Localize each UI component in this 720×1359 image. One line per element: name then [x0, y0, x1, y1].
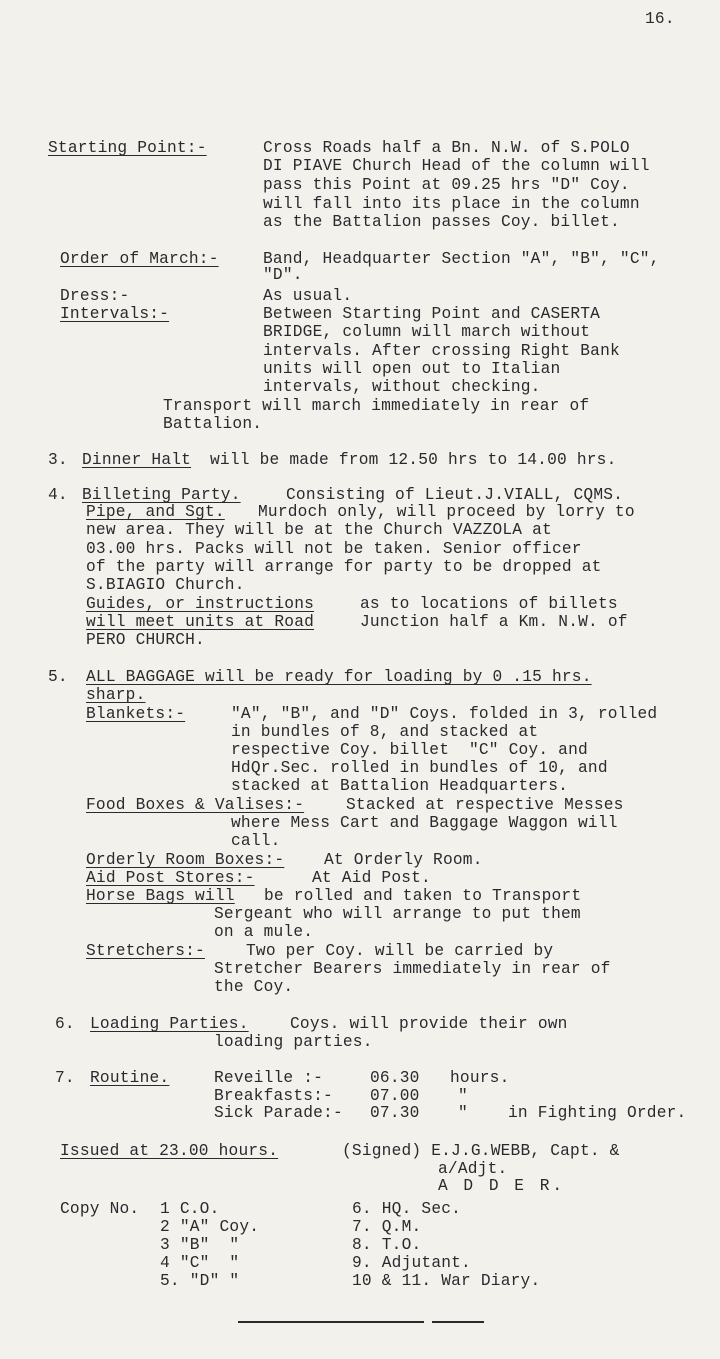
food-boxes-line: where Mess Cart and Baggage Waggon will	[231, 814, 618, 832]
routine-row-name: Reveille :-	[214, 1069, 324, 1087]
item6-number: 6.	[55, 1015, 75, 1033]
blankets-line: HdQr.Sec. rolled in bundles of 10, and	[231, 759, 608, 777]
billeting-party-text2: Murdoch only, will proceed by lorry to	[258, 503, 635, 521]
horse-bags-text: be rolled and taken to Transport	[264, 887, 582, 905]
horse-bags-label: Horse Bags will	[86, 887, 235, 905]
stretchers-text: Two per Coy. will be carried by	[246, 942, 554, 960]
routine-row-note: in Fighting Order.	[508, 1104, 687, 1122]
intervals-line: intervals. After crossing Right Bank	[263, 342, 620, 360]
routine-row-name: Sick Parade:-	[214, 1104, 343, 1122]
blankets-line: respective Coy. billet "C" Coy. and	[231, 741, 588, 759]
food-boxes-label: Food Boxes & Valises:-	[86, 796, 305, 814]
routine-row-unit: "	[458, 1087, 468, 1105]
copy-item: 10 & 11. War Diary.	[352, 1272, 541, 1290]
starting-point-line: DI PIAVE Church Head of the column will	[263, 157, 650, 175]
billeting-last: PERO CHURCH.	[86, 631, 205, 649]
transport-line: Transport will march immediately in rear of	[163, 397, 590, 415]
meet-text: Junction half a Km. N.W. of	[360, 613, 628, 631]
guides-text: as to locations of billets	[360, 595, 618, 613]
copy-label: Copy No.	[60, 1200, 140, 1218]
aid-post-text: At Aid Post.	[312, 869, 431, 887]
closing-rule	[238, 1321, 424, 1323]
copy-item: 2 "A" Coy.	[160, 1218, 260, 1236]
copy-item: 5. "D" "	[160, 1272, 240, 1290]
signed-unit: A D D E R.	[438, 1177, 566, 1195]
dinner-halt-text: will be made from 12.50 hrs to 14.00 hrs.	[210, 451, 617, 469]
page-number: 16.	[645, 10, 675, 28]
dress-text: As usual.	[263, 287, 353, 305]
item4-number: 4.	[48, 486, 68, 504]
intervals-line: intervals, without checking.	[263, 378, 541, 396]
billeting-party-text: Consisting of Lieut.J.VIALL, CQMS.	[286, 486, 624, 504]
guides-label: Guides, or instructions	[86, 595, 315, 613]
routine-row-name: Breakfasts:-	[214, 1087, 333, 1105]
starting-point-label: Starting Point:-	[48, 139, 207, 157]
starting-point-line: as the Battalion passes Coy. billet.	[263, 213, 620, 231]
dress-label: Dress:-	[60, 287, 130, 305]
routine-label: Routine.	[90, 1069, 170, 1087]
item5-number: 5.	[48, 668, 68, 686]
intervals-label: Intervals:-	[60, 305, 170, 323]
billeting-line: of the party will arrange for party to be dropped at	[86, 558, 602, 576]
meet-label: will meet units at Road	[86, 613, 315, 631]
starting-point-line: Cross Roads half a Bn. N.W. of S.POLO	[263, 139, 630, 157]
billeting-party-label2: Pipe, and Sgt.	[86, 503, 225, 521]
copy-item: 3 "B" "	[160, 1236, 240, 1254]
baggage-heading2: sharp.	[86, 686, 146, 704]
loading-parties-label: Loading Parties.	[90, 1015, 249, 1033]
blankets-line: "A", "B", and "D" Coys. folded in 3, rolled	[231, 705, 658, 723]
food-boxes-text: Stacked at respective Messes	[346, 796, 624, 814]
copy-item: 1 C.O.	[160, 1200, 220, 1218]
billeting-line: new area. They will be at the Church VAZZOLA at	[86, 521, 552, 539]
baggage-heading: ALL BAGGAGE will be ready for loading by 0 .15 hrs.	[86, 668, 592, 686]
food-boxes-line: call.	[231, 832, 281, 850]
signed-role: a/Adjt.	[438, 1160, 508, 1178]
item3-number: 3.	[48, 451, 68, 469]
routine-row-unit: "	[458, 1104, 468, 1122]
stretchers-line: the Coy.	[214, 978, 294, 996]
orderly-room-label: Orderly Room Boxes:-	[86, 851, 285, 869]
billeting-line: 03.00 hrs. Packs will not be taken. Senior officer	[86, 540, 582, 558]
horse-bags-line: Sergeant who will arrange to put them	[214, 905, 581, 923]
orderly-room-text: At Orderly Room.	[324, 851, 483, 869]
copy-item: 7. Q.M.	[352, 1218, 422, 1236]
routine-row-unit: hours.	[450, 1069, 510, 1087]
horse-bags-line: on a mule.	[214, 923, 314, 941]
signed-line: (Signed) E.J.G.WEBB, Capt. &	[342, 1142, 620, 1160]
order-of-march-line: "D".	[263, 266, 303, 284]
routine-row-time: 06.30	[370, 1069, 420, 1087]
starting-point-line: pass this Point at 09.25 hrs "D" Coy.	[263, 176, 630, 194]
item7-number: 7.	[55, 1069, 75, 1087]
copy-item: 8. T.O.	[352, 1236, 422, 1254]
issued-label: Issued at 23.00 hours.	[60, 1142, 279, 1160]
billeting-line: S.BIAGIO Church.	[86, 576, 245, 594]
stretchers-line: Stretcher Bearers immediately in rear of	[214, 960, 611, 978]
intervals-line: Between Starting Point and CASERTA	[263, 305, 601, 323]
intervals-line: BRIDGE, column will march without	[263, 323, 591, 341]
dinner-halt-label: Dinner Halt	[82, 451, 192, 469]
starting-point-line: will fall into its place in the column	[263, 195, 640, 213]
order-of-march-label: Order of March:-	[60, 250, 219, 268]
closing-rule	[432, 1321, 484, 1323]
copy-item: 9. Adjutant.	[352, 1254, 471, 1272]
order-of-march-line: Band, Headquarter Section "A", "B", "C",	[263, 250, 660, 268]
blankets-label: Blankets:-	[86, 705, 186, 723]
copy-item: 4 "C" "	[160, 1254, 240, 1272]
routine-row-time: 07.00	[370, 1087, 420, 1105]
loading-parties-line2: loading parties.	[214, 1033, 373, 1051]
transport-line: Battalion.	[163, 415, 263, 433]
billeting-party-label: Billeting Party.	[82, 486, 241, 504]
blankets-line: stacked at Battalion Headquarters.	[231, 777, 569, 795]
routine-row-time: 07.30	[370, 1104, 420, 1122]
aid-post-label: Aid Post Stores:-	[86, 869, 255, 887]
intervals-line: units will open out to Italian	[263, 360, 561, 378]
loading-parties-text: Coys. will provide their own	[290, 1015, 568, 1033]
stretchers-label: Stretchers:-	[86, 942, 205, 960]
blankets-line: in bundles of 8, and stacked at	[231, 723, 539, 741]
copy-item: 6. HQ. Sec.	[352, 1200, 462, 1218]
